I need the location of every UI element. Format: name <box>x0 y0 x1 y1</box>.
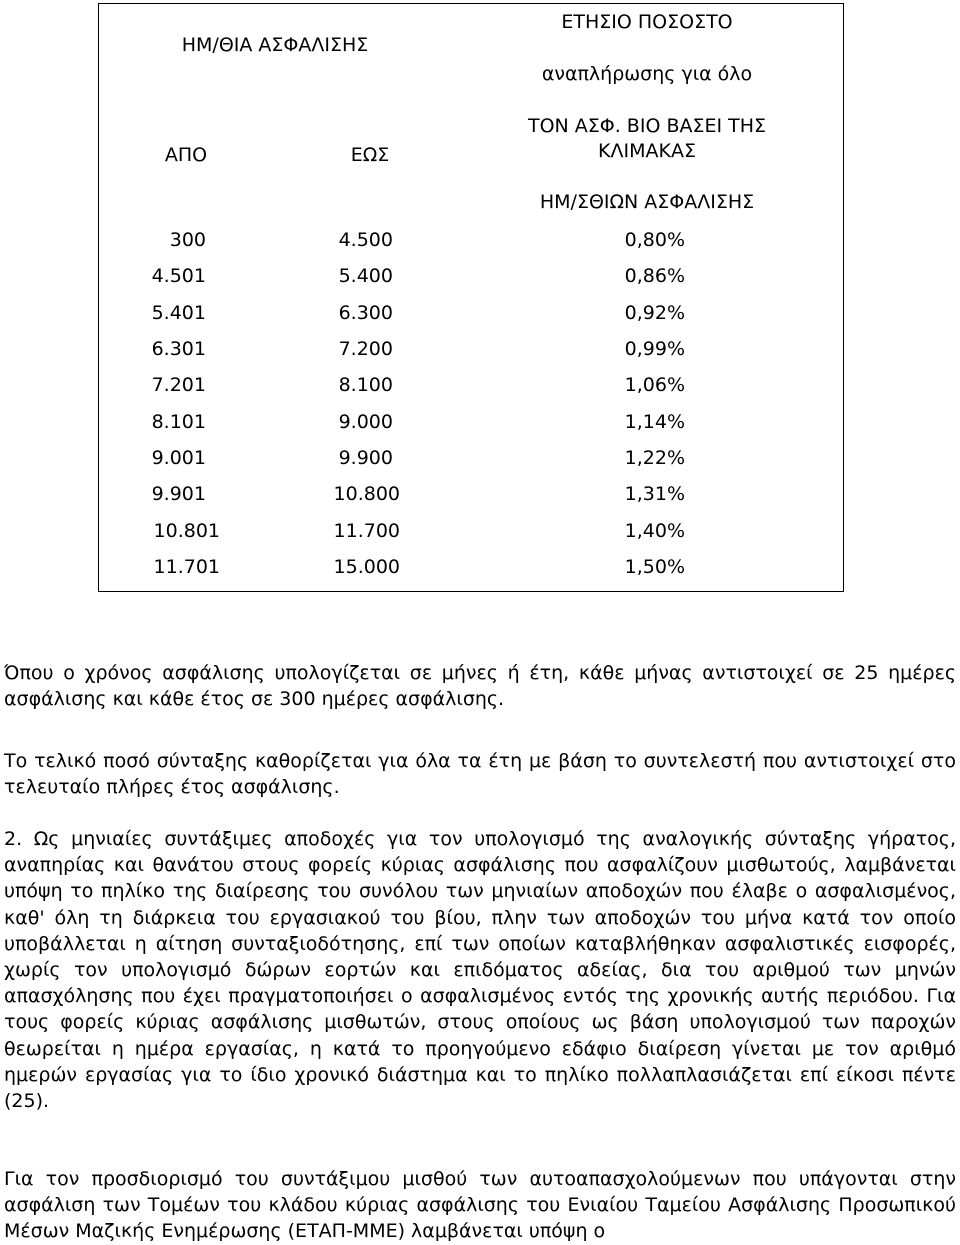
header-insurance-days: ΗΜ/ΘΙΑ ΑΣΦΑΛΙΣΗΣ <box>181 34 369 56</box>
cell-to: 9.000 <box>338 411 393 433</box>
cell-rate: 0,86% <box>624 265 685 287</box>
cell-to: 7.200 <box>338 338 393 360</box>
header-rate-line-1: ΕΤΗΣΙΟ ΠΟΣΟΣΤΟ <box>561 11 733 33</box>
header-rate-line-3: ΤΟΝ ΑΣΦ. ΒΙΟ ΒΑΣΕΙ ΤΗΣ <box>527 115 767 137</box>
cell-rate: 1,22% <box>624 447 685 469</box>
paragraph-monthly-earnings: 2. Ως μηνιαίες συντάξιμες αποδοχές για τον υπολογισμό της αναλογικής σύνταξης γήρατος, αναπηρίας και θανάτου στους φορείς κύριας ασφάλισης που ασφαλίζουν μισθωτούς, λαμβάνεται υπόψη το πηλίκο της διαίρεσης του συνόλου των μηνιαίων αποδοχών που έλαβε ο ασφαλισμένος, καθ' όλη τη διάρκεια του εργασιακού του βίου, πλην των αποδοχών του μήνα κατά τον οποίο υποβάλλεται η αίτηση συνταξιοδότησης, επί των οποίων καταβλήθηκαν ασφαλιστικές εισφορές, χωρίς τον υπολογισμό δώρων εορτών και επιδόματος αδείας, δια του αριθμού των μηνών απασχόλησης που έχει πραγματοποιήσει ο ασφαλισμένος εντός της χρονικής αυτής περιόδου. Για τους φορείς κύριας ασφάλισης μισθωτών, στους οποίους ως βάση υπολογισμού των παροχών θεωρείται η ημέρα εργασίας, η κατά το προηγούμενο εδάφιο διαίρεση γίνεται με τον αριθμό ημερών εργασίας για το ίδιο χρονικό διάστημα και το πηλίκο πολλαπλασιάζεται επί είκοσι πέντε (25). <box>4 828 956 1113</box>
cell-from: 9.901 <box>151 483 206 505</box>
cell-from: 300 <box>169 229 206 251</box>
pension-rate-table <box>98 3 844 592</box>
header-from: ΑΠΟ <box>164 144 208 166</box>
cell-rate: 1,14% <box>624 411 685 433</box>
cell-rate: 1,40% <box>624 520 685 542</box>
cell-rate: 1,31% <box>624 483 685 505</box>
cell-from: 10.801 <box>153 520 220 542</box>
header-rate-line-2: αναπλήρωσης για όλο <box>541 63 753 85</box>
header-to: ΕΩΣ <box>350 144 390 166</box>
cell-from: 4.501 <box>151 265 206 287</box>
cell-to: 5.400 <box>338 265 393 287</box>
cell-from: 9.001 <box>151 447 206 469</box>
cell-from: 5.401 <box>151 302 206 324</box>
cell-to: 4.500 <box>338 229 393 251</box>
cell-to: 9.900 <box>338 447 393 469</box>
cell-rate: 1,06% <box>624 374 685 396</box>
cell-to: 11.700 <box>333 520 400 542</box>
cell-rate: 0,99% <box>624 338 685 360</box>
paragraph-self-employed: Για τον προσδιορισμό του συντάξιμου μισθού των αυτοαπασχολούμενων που υπάγονται στην ασφάλιση των Τομέων του κλάδου κύριας ασφάλισης του Ενιαίου Ταμείου Ασφάλισης Προσωπικού Μέσων Μαζικής Ενημέρωσης (ΕΤΑΠ-ΜΜΕ) λαμβάνεται υπόψη ο <box>4 1168 956 1243</box>
cell-to: 6.300 <box>338 302 393 324</box>
cell-from: 11.701 <box>153 556 220 578</box>
cell-to: 10.800 <box>333 483 400 505</box>
cell-rate: 1,50% <box>624 556 685 578</box>
cell-from: 7.201 <box>151 374 206 396</box>
header-rate-line-4: ΚΛΙΜΑΚΑΣ <box>598 140 696 162</box>
cell-from: 8.101 <box>151 411 206 433</box>
cell-to: 15.000 <box>333 556 400 578</box>
cell-from: 6.301 <box>151 338 206 360</box>
cell-to: 8.100 <box>338 374 393 396</box>
cell-rate: 0,80% <box>624 229 685 251</box>
cell-rate: 0,92% <box>624 302 685 324</box>
header-rate-line-5: ΗΜ/ΣΘΙΩΝ ΑΣΦΑΛΙΣΗΣ <box>539 191 755 213</box>
paragraph-insurance-time: Όπου ο χρόνος ασφάλισης υπολογίζεται σε μήνες ή έτη, κάθε μήνας αντιστοιχεί σε 25 ημέρες ασφάλισης και κάθε έτος σε 300 ημέρες ασφάλισης. <box>4 662 956 711</box>
paragraph-final-amount: Το τελικό ποσό σύνταξης καθορίζεται για όλα τα έτη με βάση το συντελεστή που αντιστοιχεί στο τελευταίο πλήρες έτος ασφάλισης. <box>4 750 956 799</box>
